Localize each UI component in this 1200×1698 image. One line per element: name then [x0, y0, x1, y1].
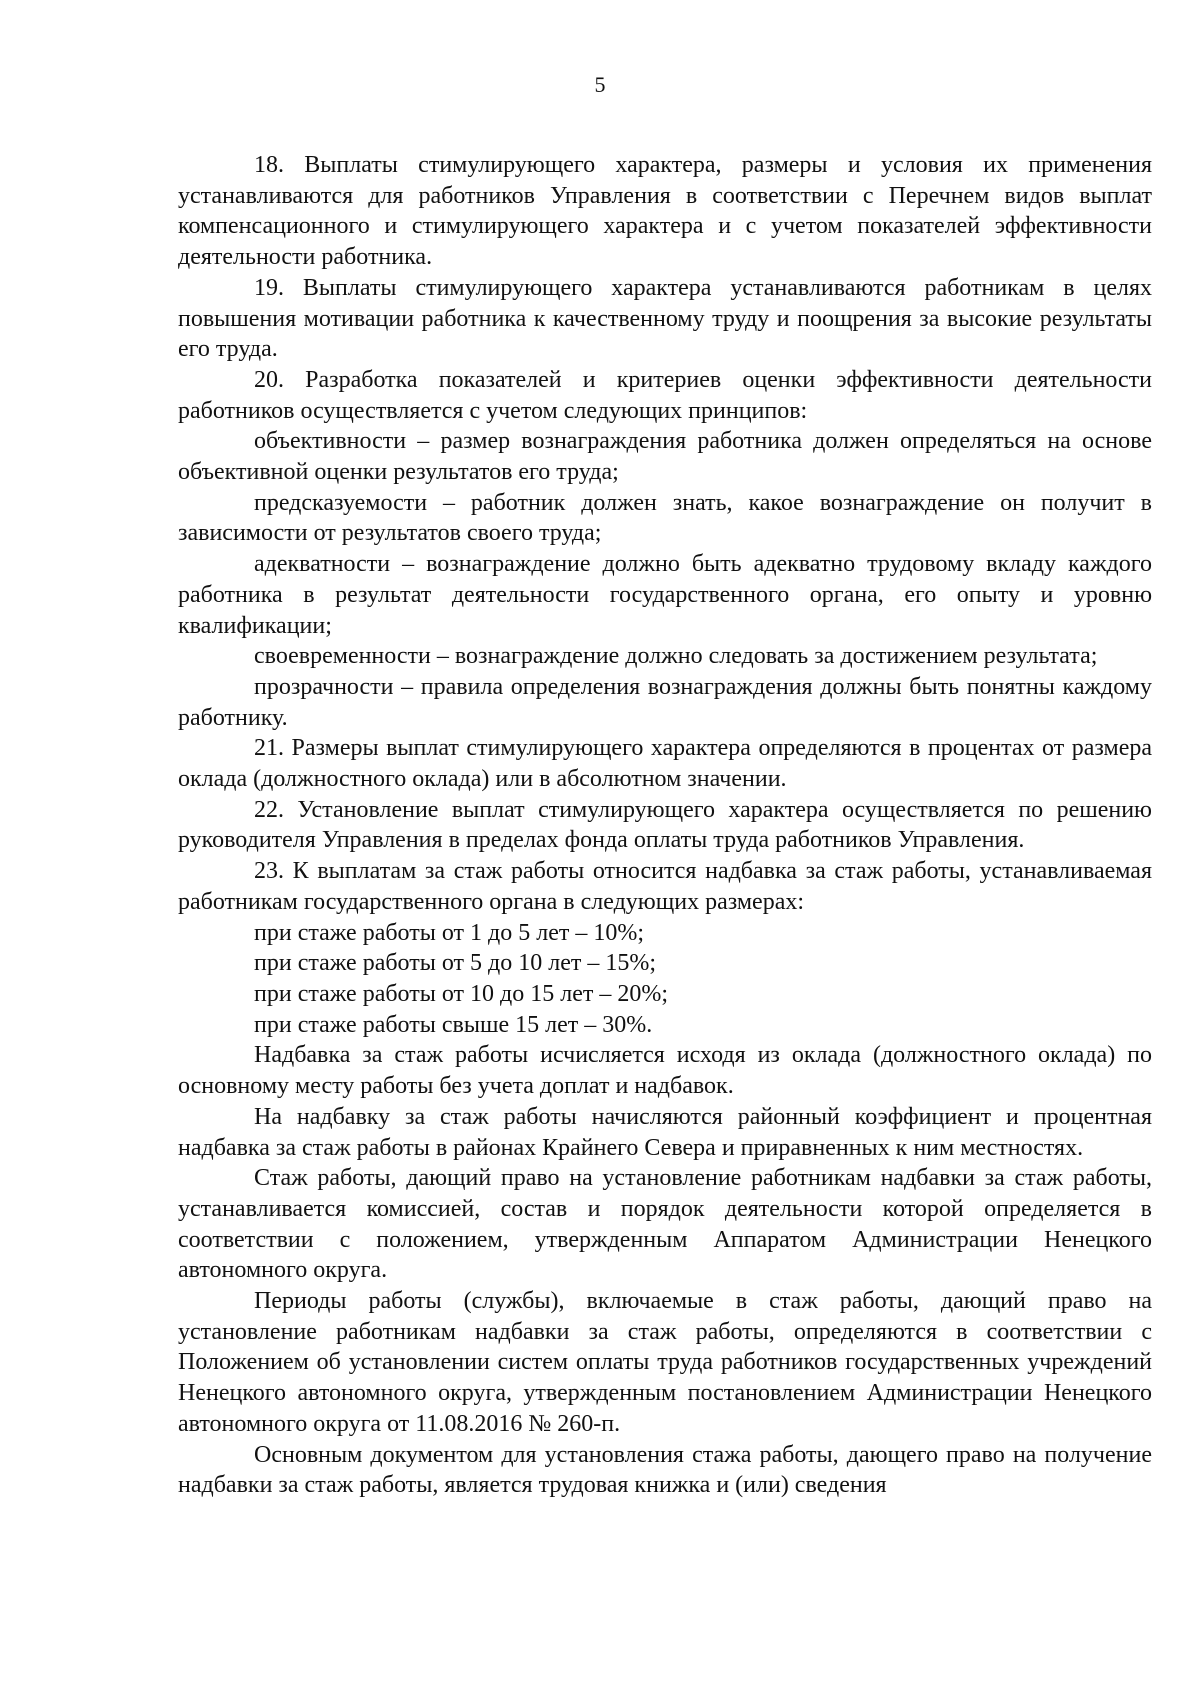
- principle-predictability: предсказуемости – работник должен знать, какое вознаграждение он получит в зависимости от результатов своего труда;: [178, 489, 1152, 547]
- principle-adequacy: адекватности – вознаграждение должно быть адекватно трудовому вкладу каждого работника в результат деятельности государственного органа, его опыту и уровню квалификации;: [178, 551, 1152, 639]
- paragraph-20: 20. Разработка показателей и критериев оценки эффективности деятельности работников осуществляется с учетом следующих принципов:: [178, 366, 1152, 424]
- seniority-rate-1-5: при стаже работы от 1 до 5 лет – 10%;: [254, 919, 645, 946]
- principle-objectivity: объективности – размер вознаграждения работника должен определяться на основе объективной оценки результатов его труда;: [178, 428, 1152, 486]
- document-body: [178, 150, 1152, 1501]
- principle-transparency: прозрачности – правила определения вознаграждения должны быть понятны каждому работнику.: [178, 673, 1152, 731]
- paragraph-main-document: Основным документом для установления стажа работы, дающего право на получение надбавки за стаж работы, является трудовая книжка и (или) сведения: [178, 1441, 1152, 1499]
- principle-timeliness: своевременности – вознаграждение должно следовать за достижением результата;: [254, 643, 1098, 670]
- paragraph-service-periods: Периоды работы (службы), включаемые в стаж работы, дающий право на установление работникам надбавки за стаж работы, определяются в соответствии с Положением об установлении систем оплаты труда работников государственных учреждений Ненецкого автономного округа, утвержденным постановлением Администрации Ненецкого автономного округа от 11.08.2016 № 260-п.: [178, 1288, 1152, 1437]
- page-number: 5: [594, 72, 606, 97]
- paragraph-regional-coefficient: На надбавку за стаж работы начисляются районный коэффициент и процентная надбавка за стаж работы в районах Крайнего Севера и приравненных к ним местностях.: [178, 1103, 1152, 1161]
- paragraph-22: 22. Установление выплат стимулирующего характера осуществляется по решению руководителя Управления в пределах фонда оплаты труда работников Управления.: [178, 796, 1152, 854]
- paragraph-allowance-basis: Надбавка за стаж работы исчисляется исходя из оклада (должностного оклада) по основному месту работы без учета доплат и надбавок.: [178, 1042, 1152, 1100]
- paragraph-21: 21. Размеры выплат стимулирующего характера определяются в процентах от размера оклада (должностного оклада) или в абсолютном значении.: [178, 735, 1152, 793]
- paragraph-18: 18. Выплаты стимулирующего характера, размеры и условия их применения устанавливаются для работников Управления в соответствии с Перечнем видов выплат компенсационного и стимулирующего характера и с учетом показателей эффективности деятельности работника.: [178, 152, 1152, 271]
- seniority-rate-10-15: при стаже работы от 10 до 15 лет – 20%;: [254, 980, 669, 1007]
- paragraph-23: 23. К выплатам за стаж работы относится надбавка за стаж работы, устанавливаемая работникам государственного органа в следующих размерах:: [178, 858, 1152, 915]
- paragraph-19: 19. Выплаты стимулирующего характера устанавливаются работникам в целях повышения мотивации работника к качественному труду и поощрения за высокие результаты его труда.: [178, 274, 1152, 363]
- seniority-rate-5-10: при стаже работы от 5 до 10 лет – 15%;: [254, 950, 657, 977]
- paragraph-commission: Стаж работы, дающий право на установление работникам надбавки за стаж работы, устанавливается комиссией, состав и порядок деятельности которой определяется в соответствии с положением, утвержденным Аппаратом Администрации Ненецкого автономного округа.: [178, 1165, 1152, 1284]
- seniority-rate-over-15: при стаже работы свыше 15 лет – 30%.: [254, 1011, 653, 1038]
